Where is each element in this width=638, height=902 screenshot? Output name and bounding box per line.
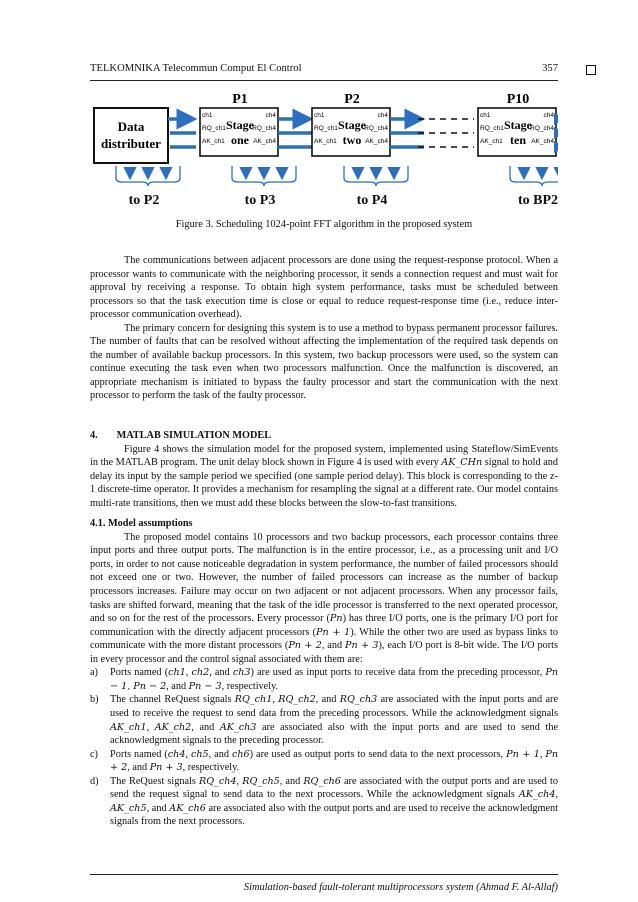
list-label: b) <box>90 694 99 706</box>
paragraph-assumptions: The proposed model contains 10 processors and two backup processors, each processor contains three input ports and three output ports. The malfunction is in the entire processor, i.e., as a processing unit and I/O ports, in order to not cause noticeable degradation in system performance, the number of failed processors should not exceed one or two. However, the number of failed processors can increase as the number of backup processors increases. Failure may occur on two adjacent or not adjacent processors. When any processor fails, tasks are shifted forward, meaning that the task of the idle processor is transferred to the next operated processor, and so on for the rest of the processors. Every processor (Pn) has three I/O ports, one is the primary I/O port for communication with the directly adjacent processors (Pn + 1). While the other two are used as bypass links to communicate with the more distant processors (Pn + 2, and Pn + 3), each I/O port is 8-bit wide. The I/O ports in every processor and the control signal associated with them are: <box>90 531 558 665</box>
distributer-links <box>168 119 196 147</box>
paragraph-simulation: Figure 4 shows the simulation model for the proposed system, implemented using Stateflow/SimEvents in the MATLAB program. The unit delay block shown in Figure 4 is used with every AK_CHn signal to hold and delay its input by the sample period we specified (one sample period delay). This block is corresponding to the z-1 discrete-time operator. It provides a mechanism for resampling the signal at a different rate. Our model contains multi-rate transitions, then we must add these blocks between the slow-to-fast transitions. <box>90 443 559 509</box>
list-item: c) Ports named (ch4, ch5, and ch6) are used as output ports to send data to the next processors, Pn + 1, Pn + 2, and Pn + 3, respectively. <box>90 748 559 774</box>
checkbox-icon <box>586 65 596 75</box>
processor-p2 <box>312 92 424 156</box>
distributer-label-line1: Data <box>117 119 145 134</box>
processor-p1 <box>200 92 312 156</box>
output-brace <box>510 166 558 186</box>
list-label: a) <box>90 667 98 679</box>
figure-3-diagram <box>90 86 558 212</box>
stage-label: ten <box>510 133 526 147</box>
paragraph-failures: The primary concern for designing this system is to use a method to bypass permanent processor failures. The number of faults that can be resolved without affecting the implementation of the required task depends on the number of available backup processors. In this system, two backup processors were used, so the system can continue executing the task even when two processors malfunction. Once the malfunction is discovered, an appropriate mechanism is initiated to bypass the faulty processor and start the communication with the next processor to perform the task of the faulty processor. <box>90 322 558 402</box>
stage-label: Stage <box>338 118 366 132</box>
port-out-label: ch4 <box>543 112 554 119</box>
section-4-heading <box>90 429 558 443</box>
output-brace <box>116 166 180 186</box>
stage-label: Stage <box>504 118 532 132</box>
section-number: 4. <box>90 430 98 442</box>
port-out-label: AK_ch4 <box>253 138 276 145</box>
port-out-label: AK_ch4 <box>365 138 388 145</box>
port-in-label: ch1 <box>314 112 325 119</box>
distributer-label-line2: distributer <box>101 136 161 151</box>
port-in-label: ch1 <box>480 112 491 119</box>
port-in-label: RQ_ch1 <box>314 125 338 132</box>
port-out-label: RQ_ch4 <box>364 125 388 132</box>
page-number: 357 <box>542 63 558 74</box>
stage-label: Stage <box>226 118 254 132</box>
processor-name: P10 <box>506 92 530 107</box>
output-label: to P2 <box>128 193 160 208</box>
dashed-links <box>418 119 474 147</box>
list-label: d) <box>90 775 99 787</box>
running-header <box>90 63 558 79</box>
section-title: MATLAB SIMULATION MODEL <box>116 430 272 442</box>
port-in-label: AK_ch1 <box>314 138 337 145</box>
list-item: d) The ReQuest signals RQ_ch4, RQ_ch5, and RQ_ch6 are associated with the output ports and are used to send the request signal to send data to the next processors. While the acknowledgment signals AK_ch4, AK_ch5, and AK_ch6 are associated also with the output ports and are used to receive the acknowledgment signals from the next processors. <box>90 775 558 828</box>
output-brace <box>344 166 408 186</box>
port-out-label: ch4 <box>265 112 276 119</box>
port-in-label: ch1 <box>202 112 213 119</box>
stage-label: one <box>231 133 249 147</box>
output-label: to BP2 <box>517 193 558 208</box>
figure-caption: Figure 3. Scheduling 1024-point FFT algorithm in the proposed system <box>175 219 473 230</box>
port-list <box>90 666 558 829</box>
footer-rule <box>90 874 558 875</box>
paragraph-protocol: The communications between adjacent processors are done using the request-response protocol. When a processor wants to communicate with the neighboring processor, it sends a connection request and must wait for approval by receiving a response. To obtain high system performance, tasks must be scheduled between processors so that the task execution time is close or equal to reduce request-response time (i.e., reduce inter-processor communication overhead). <box>90 255 558 321</box>
processor-links <box>278 119 312 147</box>
processor-p10 <box>478 92 558 156</box>
list-item: a) Ports named (ch1, ch2, and ch3) are used as input ports to receive data from the preceding processor, Pn − 1, Pn − 2, and Pn − 3, respectively. <box>90 667 558 692</box>
port-out-label: ch4 <box>377 112 388 119</box>
output-label: to P4 <box>356 193 388 208</box>
section-41-heading: 4.1. Model assumptions <box>90 518 193 530</box>
page-footer: Simulation-based fault-tolerant multiprocessors system (Ahmad F. Al-Allaf) <box>243 882 558 893</box>
port-out-label: AK_ch4 <box>531 138 554 145</box>
port-in-label: AK_ch1 <box>480 138 503 145</box>
journal-name: TELKOMNIKA Telecommun Comput El Control <box>90 63 302 74</box>
port-in-label: RQ_ch1 <box>202 125 226 132</box>
port-out-label: RQ_ch4 <box>252 125 276 132</box>
port-in-label: RQ_ch1 <box>480 125 504 132</box>
header-rule <box>90 80 558 81</box>
list-item: b) The channel ReQuest signals RQ_ch1, RQ_ch2, and RQ_ch3 are associated with the input ports and are used to receive the request to send data from the preceding processors. While the acknowledgment signals AK_ch1, AK_ch2, and AK_ch3 are associated also with the input ports and are used to send the acknowledgment signals to the preceding processor. <box>90 694 559 747</box>
port-in-label: AK_ch1 <box>202 138 225 145</box>
port-out-label: RQ_ch4 <box>530 125 554 132</box>
output-brace <box>232 166 296 186</box>
processor-name: P1 <box>232 92 248 107</box>
stage-label: two <box>342 133 362 147</box>
list-label: c) <box>90 748 98 760</box>
output-label: to P3 <box>244 193 276 208</box>
body-text <box>90 254 558 829</box>
processor-name: P2 <box>344 92 360 107</box>
